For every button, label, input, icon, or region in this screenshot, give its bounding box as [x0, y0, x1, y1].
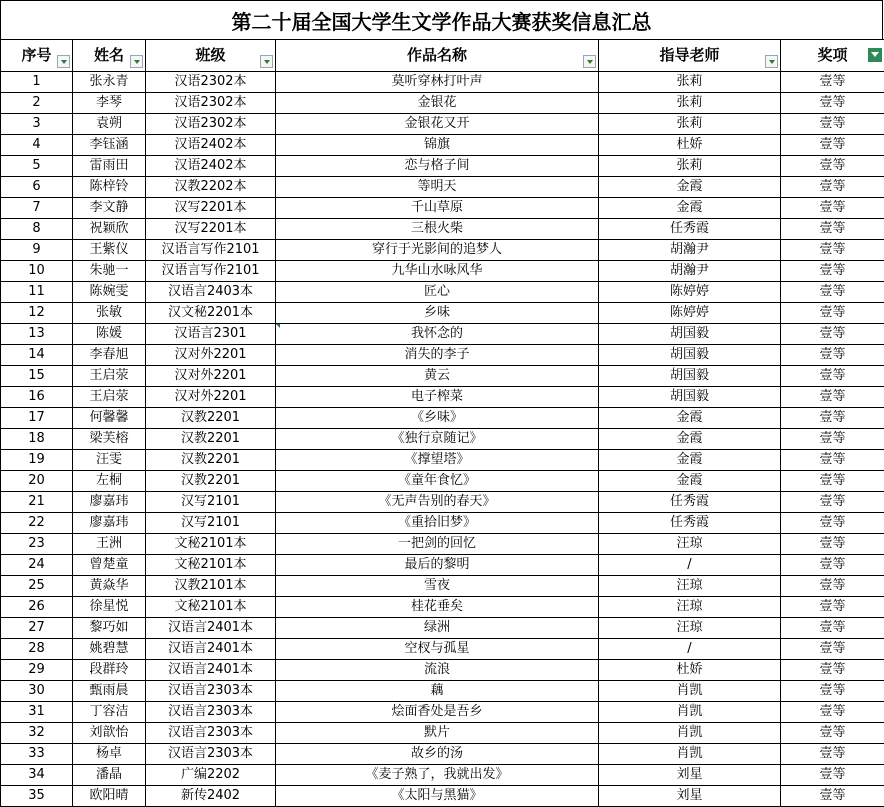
cell-award[interactable]: 壹等 [781, 429, 884, 450]
filter-dropdown-work-title[interactable] [583, 55, 596, 68]
header-index-label: 序号 [21, 40, 51, 71]
cell-award[interactable]: 壹等 [781, 240, 884, 261]
cell-award[interactable]: 壹等 [781, 786, 884, 807]
cell-award[interactable]: 壹等 [781, 408, 884, 429]
cell-work-title[interactable]: 《太阳与黑猫》 [276, 786, 599, 807]
cell-award[interactable]: 壹等 [781, 576, 884, 597]
cell-index[interactable]: 19 [1, 450, 73, 471]
cell-index[interactable]: 3 [1, 114, 73, 135]
cell-name[interactable]: 袁朔 [73, 114, 146, 135]
cell-name[interactable]: 祝颖欣 [73, 219, 146, 240]
cell-index[interactable]: 23 [1, 534, 73, 555]
cell-award[interactable]: 壹等 [781, 639, 884, 660]
cell-work-title[interactable]: 恋与格子间 [276, 156, 599, 177]
cell-award[interactable]: 壹等 [781, 93, 884, 114]
table-row [1, 660, 884, 681]
cell-work-title[interactable]: 消失的李子 [276, 345, 599, 366]
cell-award[interactable]: 壹等 [781, 534, 884, 555]
dropdown-arrow-icon [61, 60, 67, 64]
cell-advisor[interactable]: 刘星 [599, 786, 781, 807]
cell-award[interactable]: 壹等 [781, 765, 884, 786]
cell-name[interactable]: 李春旭 [73, 345, 146, 366]
cell-class[interactable]: 汉教2101本 [146, 576, 276, 597]
cell-class[interactable]: 文秘2101本 [146, 555, 276, 576]
cell-advisor[interactable]: 肖凯 [599, 681, 781, 702]
cell-advisor[interactable]: / [599, 639, 781, 660]
table-row [1, 240, 884, 261]
cell-advisor[interactable]: 任秀霞 [599, 219, 781, 240]
table-row [1, 744, 884, 765]
cell-award[interactable]: 壹等 [781, 744, 884, 765]
cell-award[interactable]: 壹等 [781, 555, 884, 576]
sheet-title[interactable]: 第二十届全国大学生文学作品大赛获奖信息汇总 [0, 0, 883, 40]
cell-work-title[interactable]: 莫听穿林打叶声 [276, 72, 599, 93]
cell-work-title[interactable]: 故乡的汤 [276, 744, 599, 765]
cell-advisor[interactable]: 胡瀚尹 [599, 240, 781, 261]
cell-name[interactable]: 李琴 [73, 93, 146, 114]
table-row [1, 177, 884, 198]
table-row [1, 639, 884, 660]
cell-work-title[interactable]: 《麦子熟了，我就出发》 [276, 765, 599, 786]
header-award-label: 奖项 [817, 40, 847, 71]
cell-name[interactable]: 姚碧慧 [73, 639, 146, 660]
table-row [1, 681, 884, 702]
award-table [0, 39, 884, 807]
cell-work-title[interactable]: 穿行于光影间的追梦人 [276, 240, 599, 261]
table-row [1, 450, 884, 471]
cell-class[interactable]: 汉语言写作2101 [146, 261, 276, 282]
cell-name[interactable]: 王紫仪 [73, 240, 146, 261]
cell-work-title[interactable]: 我怀念的 [276, 324, 599, 345]
cell-index[interactable]: 8 [1, 219, 73, 240]
cell-work-title[interactable]: 流浪 [276, 660, 599, 681]
table-row [1, 618, 884, 639]
cell-class[interactable]: 汉教2201 [146, 408, 276, 429]
cell-name[interactable]: 杨卓 [73, 744, 146, 765]
header-name-label: 姓名 [94, 40, 124, 71]
cell-class[interactable]: 汉教2201 [146, 429, 276, 450]
header-class[interactable] [146, 40, 276, 72]
table-row [1, 513, 884, 534]
cell-name[interactable]: 何馨馨 [73, 408, 146, 429]
cell-award[interactable]: 壹等 [781, 681, 884, 702]
cell-name[interactable]: 王启荥 [73, 387, 146, 408]
cell-advisor[interactable]: 肖凯 [599, 744, 781, 765]
table-row [1, 702, 884, 723]
cell-award[interactable]: 壹等 [781, 387, 884, 408]
cell-index[interactable]: 11 [1, 282, 73, 303]
cell-name[interactable]: 汪雯 [73, 450, 146, 471]
cell-name[interactable]: 黎巧如 [73, 618, 146, 639]
table-row [1, 408, 884, 429]
table-row [1, 114, 884, 135]
table-row [1, 156, 884, 177]
cell-name[interactable]: 黄焱华 [73, 576, 146, 597]
cell-award[interactable]: 壹等 [781, 303, 884, 324]
cell-index[interactable]: 13 [1, 324, 73, 345]
table-row [1, 324, 884, 345]
cell-index[interactable]: 35 [1, 786, 73, 807]
cell-advisor[interactable]: 金霞 [599, 408, 781, 429]
cell-work-title[interactable]: 一把剑的回忆 [276, 534, 599, 555]
cell-name[interactable]: 徐星悦 [73, 597, 146, 618]
table-row [1, 534, 884, 555]
cell-class[interactable]: 汉语言2303本 [146, 744, 276, 765]
cell-work-title[interactable]: 桂花垂矣 [276, 597, 599, 618]
cell-advisor[interactable]: 任秀霞 [599, 513, 781, 534]
cell-class[interactable]: 汉语言2303本 [146, 723, 276, 744]
cell-award[interactable]: 壹等 [781, 261, 884, 282]
cell-index[interactable]: 4 [1, 135, 73, 156]
cell-index[interactable]: 27 [1, 618, 73, 639]
cell-index[interactable]: 30 [1, 681, 73, 702]
filter-dropdown-award-active[interactable] [868, 48, 882, 62]
cell-index[interactable]: 12 [1, 303, 73, 324]
header-advisor-label: 指导老师 [659, 40, 719, 71]
cell-work-title[interactable]: 三根火柴 [276, 219, 599, 240]
cell-work-title[interactable]: 乡味 [276, 303, 599, 324]
cell-index[interactable]: 24 [1, 555, 73, 576]
cell-award[interactable]: 壹等 [781, 471, 884, 492]
cell-class[interactable]: 汉写2201本 [146, 219, 276, 240]
cell-advisor[interactable]: 金霞 [599, 177, 781, 198]
cell-name[interactable]: 廖嘉玮 [73, 492, 146, 513]
cell-work-title[interactable]: 《独行京随记》 [276, 429, 599, 450]
table-row [1, 219, 884, 240]
table-row [1, 471, 884, 492]
cell-award[interactable]: 壹等 [781, 723, 884, 744]
dropdown-arrow-icon [769, 60, 775, 64]
table-row [1, 576, 884, 597]
header-award[interactable] [781, 40, 884, 72]
cell-class[interactable]: 文秘2101本 [146, 534, 276, 555]
cell-advisor[interactable]: 刘星 [599, 765, 781, 786]
cell-marker-icon [276, 324, 280, 328]
cell-name[interactable]: 廖嘉玮 [73, 513, 146, 534]
header-work-title-label: 作品名称 [407, 40, 467, 71]
cell-index[interactable]: 1 [1, 72, 73, 93]
cell-class[interactable]: 汉文秘2201本 [146, 303, 276, 324]
table-row [1, 765, 884, 786]
cell-name[interactable]: 张敏 [73, 303, 146, 324]
cell-index[interactable]: 9 [1, 240, 73, 261]
cell-name[interactable]: 雷雨田 [73, 156, 146, 177]
cell-advisor[interactable]: 汪琼 [599, 534, 781, 555]
cell-advisor[interactable]: 张莉 [599, 156, 781, 177]
cell-work-title[interactable]: 空杈与孤星 [276, 639, 599, 660]
cell-index[interactable]: 21 [1, 492, 73, 513]
table-row [1, 135, 884, 156]
cell-index[interactable]: 31 [1, 702, 73, 723]
cell-class[interactable]: 汉语言2303本 [146, 702, 276, 723]
table-row [1, 198, 884, 219]
dropdown-arrow-icon [587, 60, 593, 64]
cell-advisor[interactable]: 肖凯 [599, 723, 781, 744]
cell-advisor[interactable]: 张莉 [599, 93, 781, 114]
cell-work-title[interactable]: 千山草原 [276, 198, 599, 219]
dropdown-arrow-icon [134, 60, 140, 64]
cell-award[interactable]: 壹等 [781, 72, 884, 93]
cell-name[interactable]: 陈媛 [73, 324, 146, 345]
cell-name[interactable]: 王洲 [73, 534, 146, 555]
table-row [1, 723, 884, 744]
cell-index[interactable]: 16 [1, 387, 73, 408]
table-row [1, 366, 884, 387]
cell-index[interactable]: 10 [1, 261, 73, 282]
cell-name[interactable]: 刘歆怡 [73, 723, 146, 744]
cell-name[interactable]: 朱驰一 [73, 261, 146, 282]
cell-class[interactable]: 汉语2402本 [146, 135, 276, 156]
cell-advisor[interactable]: 杜娇 [599, 660, 781, 681]
cell-advisor[interactable]: 胡国毅 [599, 324, 781, 345]
table-row [1, 282, 884, 303]
cell-award[interactable]: 壹等 [781, 345, 884, 366]
cell-name[interactable]: 王启荥 [73, 366, 146, 387]
cell-award[interactable]: 壹等 [781, 618, 884, 639]
cell-work-title[interactable]: 黄云 [276, 366, 599, 387]
cell-class[interactable]: 汉对外2201 [146, 345, 276, 366]
cell-class[interactable]: 汉语言2303本 [146, 681, 276, 702]
cell-advisor[interactable]: 金霞 [599, 429, 781, 450]
cell-index[interactable]: 5 [1, 156, 73, 177]
table-row [1, 786, 884, 807]
filter-dropdown-name[interactable] [130, 55, 143, 68]
cell-advisor[interactable]: 胡国毅 [599, 387, 781, 408]
filter-dropdown-index[interactable] [57, 55, 70, 68]
cell-class[interactable]: 汉语言2401本 [146, 660, 276, 681]
cell-work-title[interactable]: 九华山水咏风华 [276, 261, 599, 282]
cell-work-title[interactable]: 电子榨菜 [276, 387, 599, 408]
cell-index[interactable]: 6 [1, 177, 73, 198]
cell-index[interactable]: 22 [1, 513, 73, 534]
cell-class[interactable]: 汉语2302本 [146, 93, 276, 114]
cell-class[interactable]: 汉语言2301 [146, 324, 276, 345]
cell-work-title[interactable]: 《无声告别的春天》 [276, 492, 599, 513]
cell-work-title[interactable]: 《撑望塔》 [276, 450, 599, 471]
cell-award[interactable]: 壹等 [781, 198, 884, 219]
cell-advisor[interactable]: 胡国毅 [599, 366, 781, 387]
cell-class[interactable]: 广编2202 [146, 765, 276, 786]
cell-advisor[interactable]: 张莉 [599, 114, 781, 135]
cell-award[interactable]: 壹等 [781, 324, 884, 345]
cell-advisor[interactable]: 汪琼 [599, 618, 781, 639]
cell-advisor[interactable]: 任秀霞 [599, 492, 781, 513]
cell-name[interactable]: 梁芙榕 [73, 429, 146, 450]
cell-class[interactable]: 汉语言2403本 [146, 282, 276, 303]
cell-work-title[interactable]: 锦旗 [276, 135, 599, 156]
table-row [1, 597, 884, 618]
cell-advisor[interactable]: / [599, 555, 781, 576]
cell-index[interactable]: 32 [1, 723, 73, 744]
table-row [1, 93, 884, 114]
cell-index[interactable]: 14 [1, 345, 73, 366]
cell-work-title[interactable]: 等明天 [276, 177, 599, 198]
cell-class[interactable]: 汉语言2401本 [146, 618, 276, 639]
cell-name[interactable]: 曾楚童 [73, 555, 146, 576]
cell-work-title[interactable]: 匠心 [276, 282, 599, 303]
table-row [1, 303, 884, 324]
cell-award[interactable]: 壹等 [781, 135, 884, 156]
cell-index[interactable]: 29 [1, 660, 73, 681]
cell-advisor[interactable]: 肖凯 [599, 702, 781, 723]
table-row [1, 387, 884, 408]
cell-name[interactable]: 李文静 [73, 198, 146, 219]
header-work-title[interactable] [276, 40, 599, 72]
cell-award[interactable]: 壹等 [781, 597, 884, 618]
cell-work-title[interactable]: 藕 [276, 681, 599, 702]
cell-index[interactable]: 17 [1, 408, 73, 429]
cell-index[interactable]: 7 [1, 198, 73, 219]
cell-class[interactable]: 文秘2101本 [146, 597, 276, 618]
cell-index[interactable]: 28 [1, 639, 73, 660]
cell-award[interactable]: 壹等 [781, 450, 884, 471]
cell-class[interactable]: 汉语2402本 [146, 156, 276, 177]
cell-index[interactable]: 15 [1, 366, 73, 387]
cell-advisor[interactable]: 金霞 [599, 450, 781, 471]
filter-funnel-icon [871, 52, 879, 57]
cell-work-title[interactable]: 金银花又开 [276, 114, 599, 135]
cell-class[interactable]: 汉写2101 [146, 492, 276, 513]
table-row [1, 345, 884, 366]
cell-advisor[interactable]: 陈婷婷 [599, 303, 781, 324]
cell-work-title[interactable]: 烩面香处是吾乡 [276, 702, 599, 723]
filter-dropdown-advisor[interactable] [765, 55, 778, 68]
cell-award[interactable]: 壹等 [781, 114, 884, 135]
cell-name[interactable]: 张永青 [73, 72, 146, 93]
cell-class[interactable]: 汉语2302本 [146, 72, 276, 93]
cell-award[interactable]: 壹等 [781, 513, 884, 534]
cell-advisor[interactable]: 汪琼 [599, 576, 781, 597]
cell-award[interactable]: 壹等 [781, 702, 884, 723]
header-index[interactable] [1, 40, 73, 72]
cell-advisor[interactable]: 张莉 [599, 72, 781, 93]
cell-work-title[interactable]: 《童年食忆》 [276, 471, 599, 492]
cell-name[interactable]: 陈梓铃 [73, 177, 146, 198]
cell-name[interactable]: 潘晶 [73, 765, 146, 786]
cell-work-title[interactable]: 最后的黎明 [276, 555, 599, 576]
cell-name[interactable]: 丁容洁 [73, 702, 146, 723]
filter-dropdown-class[interactable] [260, 55, 273, 68]
dropdown-arrow-icon [264, 60, 270, 64]
cell-award[interactable]: 壹等 [781, 156, 884, 177]
cell-class[interactable]: 汉写2201本 [146, 198, 276, 219]
cell-class[interactable]: 汉对外2201 [146, 387, 276, 408]
cell-award[interactable]: 壹等 [781, 366, 884, 387]
table-row [1, 72, 884, 93]
table-row [1, 492, 884, 513]
cell-work-title[interactable]: 绿洲 [276, 618, 599, 639]
cell-name[interactable]: 欧阳晴 [73, 786, 146, 807]
cell-award[interactable]: 壹等 [781, 177, 884, 198]
cell-class[interactable]: 汉语2302本 [146, 114, 276, 135]
cell-name[interactable]: 李钰涵 [73, 135, 146, 156]
cell-advisor[interactable]: 金霞 [599, 198, 781, 219]
cell-name[interactable]: 左桐 [73, 471, 146, 492]
cell-award[interactable]: 壹等 [781, 660, 884, 681]
cell-class[interactable]: 汉语言2401本 [146, 639, 276, 660]
header-name[interactable] [73, 40, 146, 72]
table-row [1, 429, 884, 450]
cell-work-title[interactable]: 《重拾旧梦》 [276, 513, 599, 534]
cell-name[interactable]: 段群玲 [73, 660, 146, 681]
cell-award[interactable]: 壹等 [781, 219, 884, 240]
cell-advisor[interactable]: 杜娇 [599, 135, 781, 156]
cell-class[interactable]: 汉教2201 [146, 471, 276, 492]
cell-class[interactable]: 汉写2101 [146, 513, 276, 534]
table-row [1, 261, 884, 282]
cell-work-title[interactable]: 雪夜 [276, 576, 599, 597]
cell-class[interactable]: 汉语言写作2101 [146, 240, 276, 261]
cell-advisor[interactable]: 金霞 [599, 471, 781, 492]
cell-name[interactable]: 甄雨晨 [73, 681, 146, 702]
cell-advisor[interactable]: 胡国毅 [599, 345, 781, 366]
cell-advisor[interactable]: 汪琼 [599, 597, 781, 618]
cell-advisor[interactable]: 胡瀚尹 [599, 261, 781, 282]
cell-advisor[interactable]: 陈婷婷 [599, 282, 781, 303]
cell-index[interactable]: 34 [1, 765, 73, 786]
cell-index[interactable]: 26 [1, 597, 73, 618]
cell-class[interactable]: 新传2402 [146, 786, 276, 807]
cell-work-title[interactable]: 金银花 [276, 93, 599, 114]
table-row [1, 555, 884, 576]
cell-class[interactable]: 汉教2201 [146, 450, 276, 471]
cell-class[interactable]: 汉教2202本 [146, 177, 276, 198]
header-class-label: 班级 [195, 40, 225, 71]
header-advisor[interactable] [599, 40, 781, 72]
cell-name[interactable]: 陈婉雯 [73, 282, 146, 303]
cell-class[interactable]: 汉对外2201 [146, 366, 276, 387]
cell-work-title[interactable]: 《乡味》 [276, 408, 599, 429]
cell-work-title[interactable]: 默片 [276, 723, 599, 744]
cell-award[interactable]: 壹等 [781, 282, 884, 303]
cell-index[interactable]: 2 [1, 93, 73, 114]
header-row [1, 40, 884, 72]
cell-index[interactable]: 25 [1, 576, 73, 597]
cell-index[interactable]: 33 [1, 744, 73, 765]
cell-index[interactable]: 20 [1, 471, 73, 492]
cell-award[interactable]: 壹等 [781, 492, 884, 513]
cell-index[interactable]: 18 [1, 429, 73, 450]
